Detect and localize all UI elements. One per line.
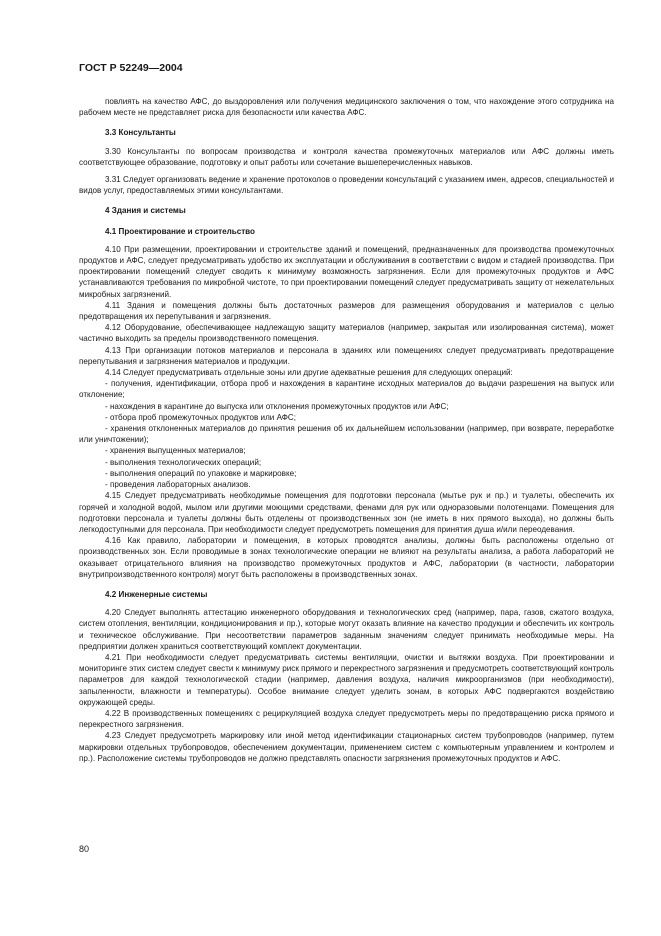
paragraph: - получения, идентификации, отбора проб и нахождения в карантине исходных материалов до выдачи разрешения на выпуск или отклонение; xyxy=(79,379,614,400)
section-heading: 4.1 Проектирование и строительство xyxy=(105,226,255,236)
paragraph: 4.20 Следует выполнять аттестацию инженерного оборудования и технологических сред (например, пара, газов, сжатого воздуха, систем отопления, вентиляции, кондиционирования и пр.), которые могут оказать влияние на качество продукции и обеспечить их контроль и техническое обслуживание. При несоответствии параметров заданным значениям следует принимать необходимые меры. На предприятии должен храниться соответствующий комплект документации. xyxy=(79,608,614,651)
paragraph: 4.13 При организации потоков материалов и персонала в зданиях или помещениях следует предусматривать предотвращение перепутывания и загрязнения материалов и продукции. xyxy=(79,345,614,366)
page-number: 80 xyxy=(79,844,90,854)
paragraph: 3.30 Консультанты по вопросам производства и контроля качества промежуточных материалов или АФС должны иметь соответствующее образование, подготовку и опыт работы или сочетание вышеперечисленных навыков. xyxy=(79,146,614,167)
paragraph: повлиять на качество АФС, до выздоровления или получения медицинского заключения о том, что нахождение этого сотрудника на рабочем месте не представляет риска для безопасности или качества АФС. xyxy=(79,97,614,118)
list-item: - нахождения в карантине до выпуска или отклонения промежуточных продуктов или АФС; xyxy=(105,401,449,411)
paragraph: 4.22 В производственных помещениях с рециркуляцией воздуха следует предусмотреть меры по предотвращению риска прямого и перекрестного загрязнения. xyxy=(79,708,614,730)
paragraph: - хранения отклоненных материалов до принятия решения об их дальнейшем использовании (например, при возврате, переработке или уничтожении); xyxy=(79,424,614,445)
section-heading: 4.2 Инженерные системы xyxy=(105,589,208,599)
paragraph: 4.12 Оборудование, обеспечивающее надлежащую защиту материалов (например, закрытая или изолированная система), может частично выходить за пределы производственного помещения. xyxy=(79,323,614,344)
list-item: - отбора проб промежуточных продуктов или АФС; xyxy=(105,412,296,422)
list-item: - выполнения операций по упаковке и маркировке; xyxy=(105,468,297,478)
section-heading: 3.3 Консультанты xyxy=(105,128,176,138)
list-item: - выполнения технологических операций; xyxy=(105,457,262,467)
paragraph: 4.11 Здания и помещения должны быть достаточных размеров для размещения оборудования и материалов с целью предотвращения их перепутывания и загрязнения. xyxy=(79,300,614,322)
paragraph: 4.15 Следует предусматривать необходимые помещения для подготовки персонала (мытье рук и пр.) и туалеты, обеспечить их горячей и холодной водой, мылом или другими моющими средствами, фенами для рук или одноразовыми полотенцами. Помещения для подготовки персонала и туалеты должны быть отделены от производственных зон (не иметь в них прямого выхода), но должны быть легкодоступными для персонала. При необходимости следует предусмотреть помещения для принятия душа и/или переодевания. xyxy=(79,491,614,534)
paragraph: 4.14 Следует предусматривать отдельные зоны или другие адекватные решения для следующих операций: xyxy=(105,368,513,378)
document-body xyxy=(79,96,614,764)
paragraph: 4.21 При необходимости следует предусматривать системы вентиляции, очистки и вытяжки воздуха. При проектировании и мониторинге этих систем следует свести к минимуму риск прямого и перекрестного загрязнения и предусмотреть соответствующий контроль параметров для каждой технологической стадии (например, давления воздуха, наличия микроорганизмов (при необходимости), запыленности, влажности и температуры). Особое внимание следует уделить зонам, в которых АФС подвергаются воздействию окружающей среды. xyxy=(79,652,614,707)
paragraph: 4.16 Как правило, лаборатории и помещения, в которых проводятся анализы, должны быть расположены отдельно от производственных зон. Если проводимые в зонах технологические операции не влияют на результаты анализа, а работа лабораторий не оказывает отрицательного влияния на производство промежуточных продуктов и АФС, лаборатории (в частности, лаборатории внутрипроизводственного контроля) могут быть расположены в производственных зонах. xyxy=(79,536,614,579)
paragraph: 4.10 При размещении, проектировании и строительстве зданий и помещений, предназначенных для производства промежуточных продуктов и АФС, следует предусматривать удобство их эксплуатации и обслуживания в соответствии с видом и стадией производства. При проектировании помещений следует сводить к минимуму возможность загрязнения. Если для промежуточных продуктов и АФС устанавливаются требования по микробной чистоте, то при проектировании помещений следует предусматривать защиту от нежелательных микробных загрязнений. xyxy=(79,244,614,299)
paragraph: 4.23 Следует предусмотреть маркировку или иной метод идентификации стационарных систем трубопроводов (например, путем маркировки отдельных трубопроводов, обеспечением документации, применением систем с компьютерным управлением и контролем и пр.). Расположение системы трубопроводов не должно представлять опасности загрязнения промежуточных продуктов и АФС. xyxy=(79,731,614,763)
document-header: ГОСТ Р 52249—2004 xyxy=(79,62,183,74)
list-item: - хранения выпущенных материалов; xyxy=(105,446,246,456)
paragraph: 3.31 Следует организовать ведение и хранение протоколов о проведении консультаций с указанием имен, адресов, специальностей и видов услуг, предоставляемых этими консультантами. xyxy=(79,175,614,196)
list-item: - проведения лабораторных анализов. xyxy=(105,480,251,490)
section-heading: 4 Здания и системы xyxy=(105,206,186,216)
